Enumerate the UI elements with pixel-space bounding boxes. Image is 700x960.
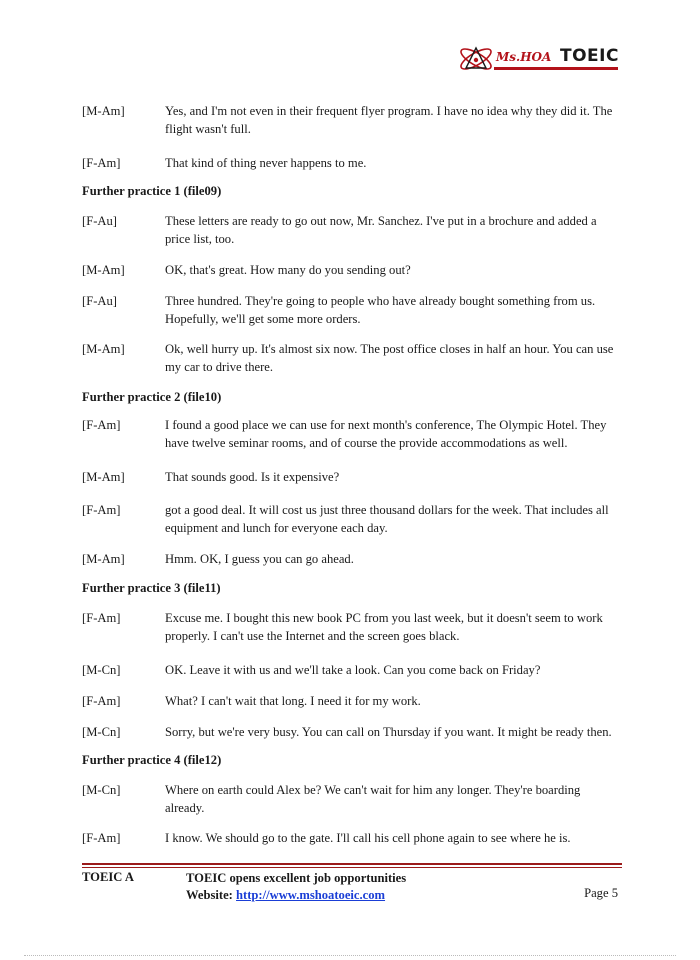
dialogue-text: These letters are ready to go out now, Mr. Sanchez. I've put in a brochure and added a price list, too. xyxy=(165,214,597,246)
dialogue-line xyxy=(82,829,622,847)
speaker-label: [M-Am] xyxy=(82,263,125,277)
dialogue-text: got a good deal. It will cost us just three thousand dollars for the week. That includes all equipment and lunch for everyone each day. xyxy=(165,503,609,535)
dialogue-line xyxy=(82,340,622,376)
dialogue-text: Yes, and I'm not even in their frequent flyer program. I have no idea why they did it. The flight wasn't full. xyxy=(165,104,613,136)
dialogue-line xyxy=(82,781,622,817)
speaker-label: [F-Am] xyxy=(82,694,121,708)
speaker-label: [F-Am] xyxy=(82,418,121,432)
dialogue-line xyxy=(82,501,622,537)
brand-logo xyxy=(456,44,621,76)
speaker-label: [F-Am] xyxy=(82,611,121,625)
dialogue-line xyxy=(82,292,622,328)
dialogue-text: OK, that's great. How many do you sending out? xyxy=(165,263,411,277)
speaker-label: [F-Am] xyxy=(82,156,121,170)
dialogue-line xyxy=(82,692,622,710)
dialogue-line xyxy=(82,609,622,645)
speaker-label: [M-Am] xyxy=(82,104,125,118)
speaker-label: [M-Am] xyxy=(82,470,125,484)
footer-rule-thin xyxy=(82,867,622,868)
dialogue-line xyxy=(82,661,622,679)
dialogue-line xyxy=(82,723,622,741)
dialogue-text: That kind of thing never happens to me. xyxy=(165,156,367,170)
dialogue-text: Three hundred. They're going to people who have already bought something from us. Hopefully, we'll get some more orders. xyxy=(165,294,596,326)
speaker-label: [M-Am] xyxy=(82,552,125,566)
dialogue-line xyxy=(82,550,622,568)
footer-info xyxy=(186,870,406,904)
speaker-label: [M-Cn] xyxy=(82,663,121,677)
speaker-label: [F-Au] xyxy=(82,214,117,228)
dialogue-line xyxy=(82,416,622,452)
logo-ms-hoa: Ms.HOA xyxy=(496,50,552,64)
section-heading: Further practice 4 (file12) xyxy=(82,753,222,767)
speaker-label: [F-Au] xyxy=(82,294,117,308)
dialogue-line xyxy=(82,102,622,138)
transcript-body xyxy=(82,90,622,847)
dialogue-text: That sounds good. Is it expensive? xyxy=(165,470,340,484)
page-edge-dotted-line xyxy=(24,955,676,956)
atom-logo-icon xyxy=(456,44,496,74)
footer-website-label: Website: xyxy=(186,888,237,902)
section-heading: Further practice 1 (file09) xyxy=(82,184,222,198)
dialogue-line xyxy=(82,261,622,279)
dialogue-text: Ok, well hurry up. It's almost six now. The post office closes in half an hour. You can use my car to drive there. xyxy=(165,342,614,374)
dialogue-text: Hmm. OK, I guess you can go ahead. xyxy=(165,552,354,566)
dialogue-text: What? I can't wait that long. I need it for my work. xyxy=(165,694,421,708)
footer-course: TOEIC A xyxy=(82,870,134,884)
website-link[interactable]: http://www.mshoatoeic.com xyxy=(236,888,386,902)
footer-website xyxy=(186,887,406,904)
footer-rule xyxy=(82,863,622,865)
section-heading: Further practice 2 (file10) xyxy=(82,390,222,404)
dialogue-line xyxy=(82,212,622,248)
dialogue-text: Sorry, but we're very busy. You can call on Thursday if you want. It might be ready then. xyxy=(165,725,612,739)
section-heading: Further practice 3 (file11) xyxy=(82,581,221,595)
dialogue-text: I know. We should go to the gate. I'll call his cell phone again to see where he is. xyxy=(165,831,571,845)
speaker-label: [F-Am] xyxy=(82,503,121,517)
dialogue-line xyxy=(82,468,622,486)
dialogue-text: OK. Leave it with us and we'll take a look. Can you come back on Friday? xyxy=(165,663,541,677)
logo-toeic: TOEIC xyxy=(560,46,619,66)
dialogue-text: Excuse me. I bought this new book PC from you last week, but it doesn't seem to work properly. I can't use the Internet and the screen goes black. xyxy=(165,611,603,643)
speaker-label: [F-Am] xyxy=(82,831,121,845)
dialogue-text: I found a good place we can use for next month's conference, The Olympic Hotel. They have twelve seminar rooms, and of course the provide accommodations as well. xyxy=(165,418,607,450)
page-number: Page 5 xyxy=(584,886,618,900)
logo-underline xyxy=(494,67,618,70)
speaker-label: [M-Cn] xyxy=(82,725,121,739)
dialogue-text: Where on earth could Alex be? We can't wait for him any longer. They're boarding already. xyxy=(165,783,581,815)
dialogue-line xyxy=(82,154,622,172)
speaker-label: [M-Am] xyxy=(82,342,125,356)
footer-tagline: TOEIC opens excellent job opportunities xyxy=(186,871,407,885)
speaker-label: [M-Cn] xyxy=(82,783,121,797)
